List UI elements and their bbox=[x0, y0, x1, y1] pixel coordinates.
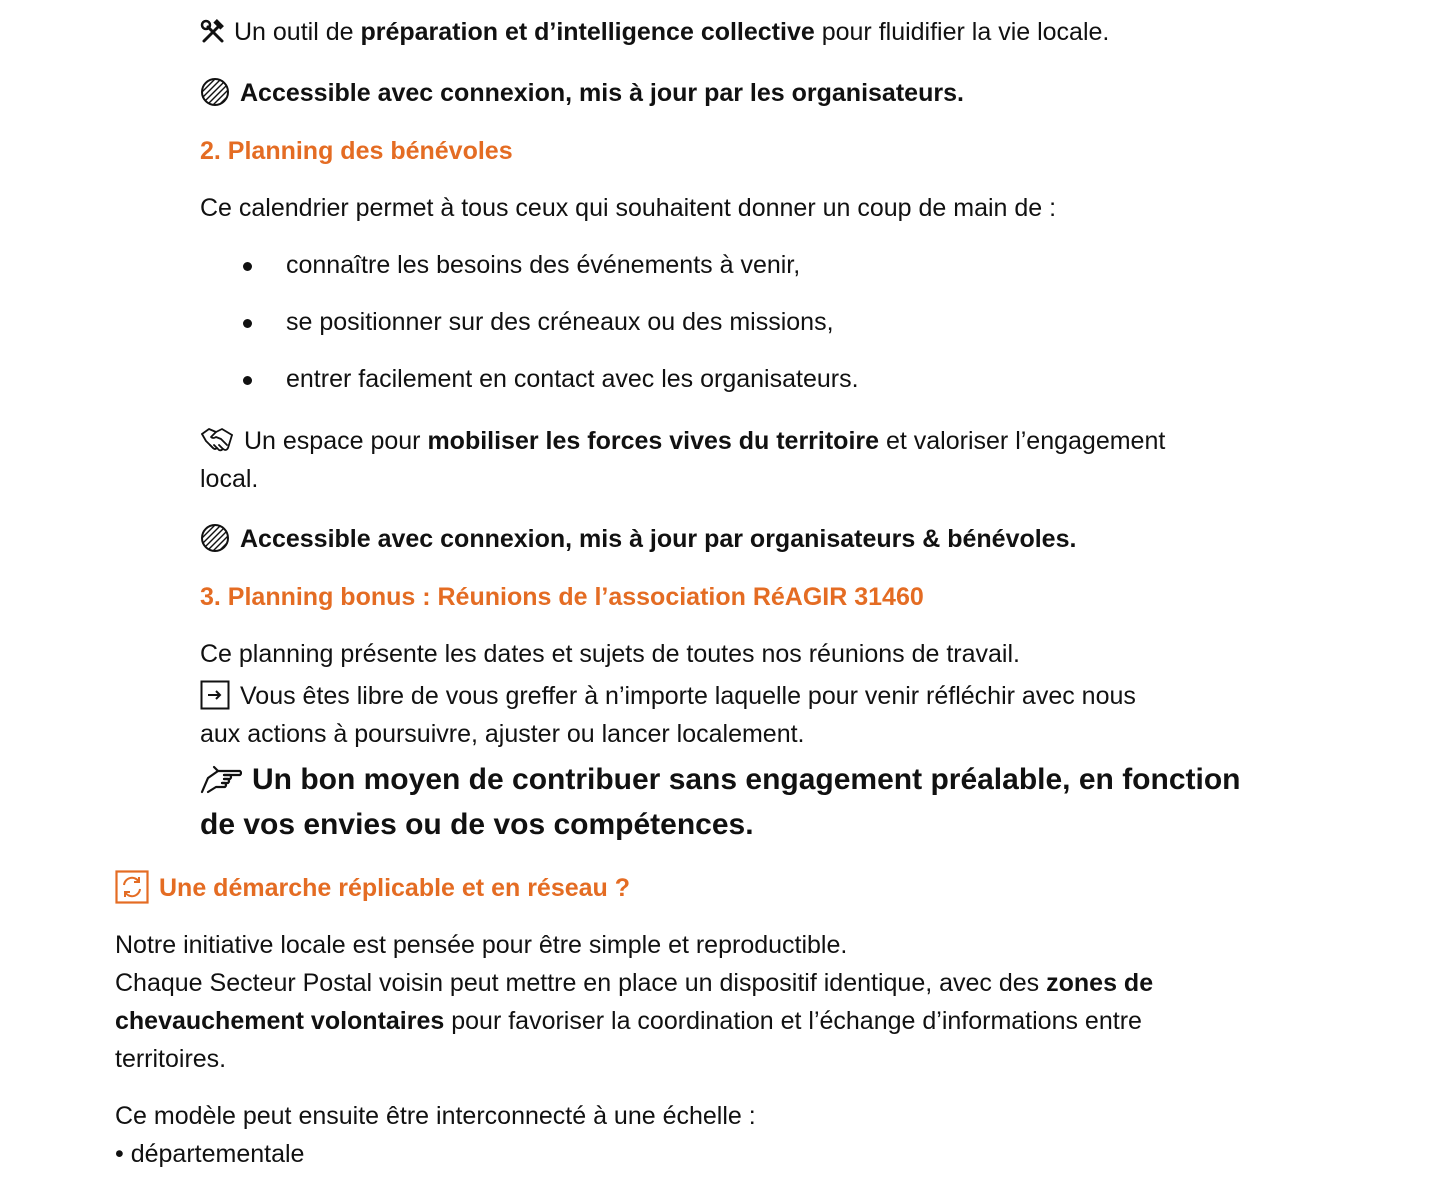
access-line-1 bbox=[200, 74, 964, 112]
callout-line-2: de vos envies ou de vos compétences. bbox=[200, 808, 754, 841]
space-line bbox=[200, 422, 1165, 460]
hatched-circle-icon bbox=[200, 77, 230, 107]
section-2-heading: 2. Planning des bénévoles bbox=[200, 137, 513, 165]
space-text-before: Un espace pour bbox=[244, 427, 428, 455]
replicable-p1-line-3 bbox=[115, 1002, 1142, 1040]
intro-text-after: pour fluidifier la vie locale. bbox=[814, 18, 1110, 46]
space-text-bold: mobiliser les forces vives du territoire bbox=[427, 427, 880, 455]
replicable-p1-line-3-text: pour favoriser la coordination et l’échange d’informations entre bbox=[444, 1007, 1142, 1035]
replicable-heading bbox=[115, 869, 630, 907]
callout-line-1 bbox=[200, 757, 1241, 802]
intro-text-bold: préparation et d’intelligence collective bbox=[360, 18, 815, 46]
section-3-line-2-text: Vous êtes libre de vous greffer à n’importe laquelle pour venir réfléchir avec nous bbox=[240, 682, 1136, 710]
hatched-circle-icon bbox=[200, 523, 230, 553]
list-item: entrer facilement en contact avec les organisateurs. bbox=[286, 365, 859, 393]
bullet-dot bbox=[243, 376, 252, 385]
handshake-icon bbox=[200, 426, 234, 454]
bullet-dot bbox=[243, 262, 252, 271]
replicable-p1-line-2-text: Chaque Secteur Postal voisin peut mettre en place un dispositif identique, avec des bbox=[115, 969, 1047, 997]
intro-line bbox=[200, 13, 1109, 51]
replicable-p1-line-1: Notre initiative locale est pensée pour être simple et reproductible. bbox=[115, 931, 848, 959]
list-item: se positionner sur des créneaux ou des missions, bbox=[286, 308, 834, 336]
arrow-right-box-icon bbox=[200, 680, 230, 710]
space-text-after: et valoriser l’engagement bbox=[879, 427, 1166, 455]
replicable-p2-line-1: Ce modèle peut ensuite être interconnecté à une échelle : bbox=[115, 1102, 756, 1130]
list-item: connaître les besoins des événements à venir, bbox=[286, 251, 801, 279]
intro-text-before: Un outil de bbox=[234, 18, 361, 46]
section-3-line-3: aux actions à poursuivre, ajuster ou lancer localement. bbox=[200, 720, 805, 748]
section-3-heading: 3. Planning bonus : Réunions de l’association RéAGIR 31460 bbox=[200, 583, 924, 611]
replicable-p1-line-2-bold: zones de bbox=[1046, 969, 1154, 997]
access-text-1: Accessible avec connexion, mis à jour par les organisateurs. bbox=[240, 79, 964, 107]
replicable-p1-line-3-bold: chevauchement volontaires bbox=[115, 1007, 445, 1035]
hammer-wrench-icon bbox=[200, 18, 226, 44]
replicable-heading-text: Une démarche réplicable et en réseau ? bbox=[159, 874, 631, 902]
section-2-intro: Ce calendrier permet à tous ceux qui souhaitent donner un coup de main de : bbox=[200, 194, 1057, 222]
space-line-2: local. bbox=[200, 465, 259, 493]
access-line-2 bbox=[200, 520, 1076, 558]
section-3-line-2 bbox=[200, 677, 1136, 715]
replicable-p2-line-2: • départementale bbox=[115, 1140, 305, 1168]
bullet-dot bbox=[243, 319, 252, 328]
access-text-2: Accessible avec connexion, mis à jour par organisateurs & bénévoles. bbox=[240, 525, 1077, 553]
section-3-line-1: Ce planning présente les dates et sujets de toutes nos réunions de travail. bbox=[200, 640, 1020, 668]
replicable-p1-line-2 bbox=[115, 964, 1153, 1002]
pointing-hand-icon bbox=[200, 762, 242, 796]
replicable-p1-line-4: territoires. bbox=[115, 1045, 227, 1073]
callout-text-1: Un bon moyen de contribuer sans engagement préalable, en fonction bbox=[252, 763, 1241, 796]
refresh-box-icon bbox=[115, 870, 149, 904]
